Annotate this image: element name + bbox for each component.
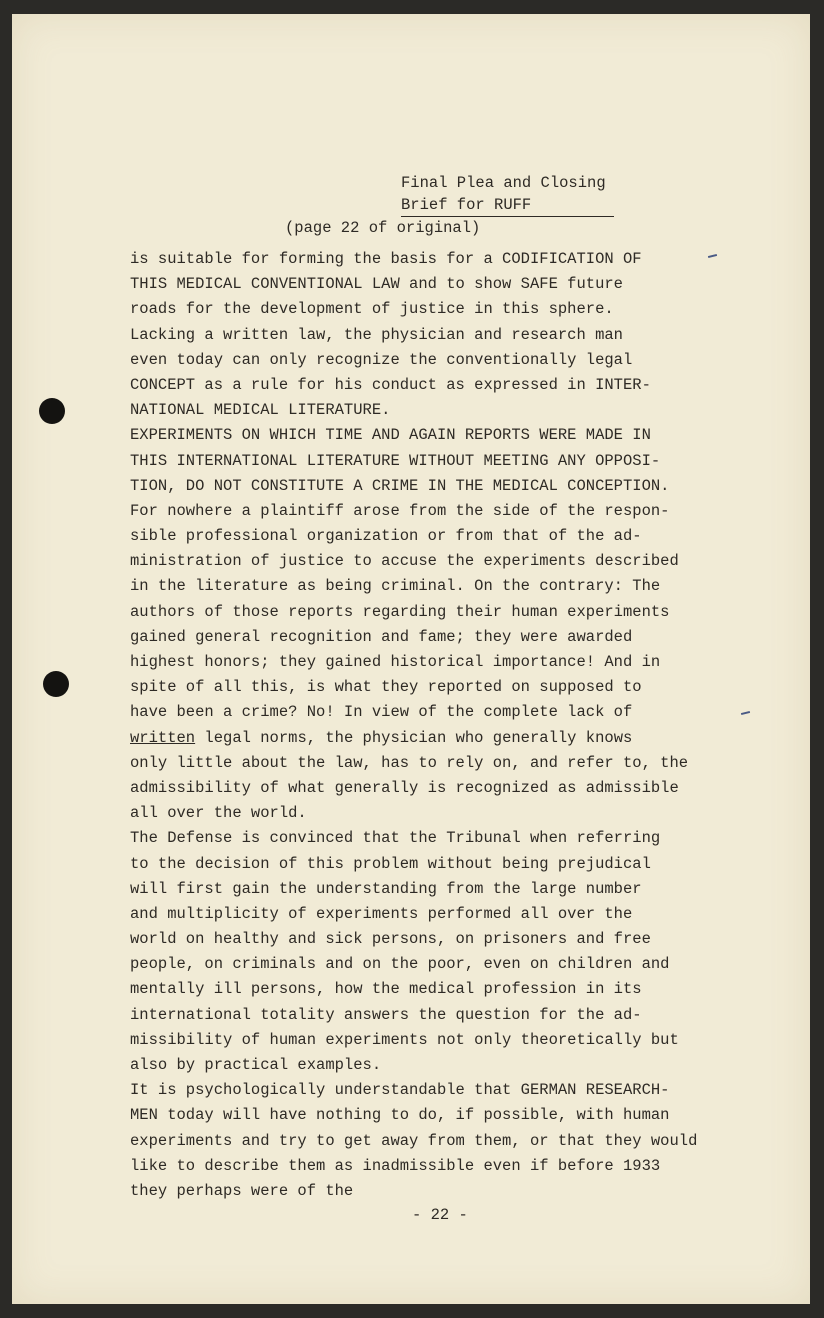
- body-line: all over the world.: [130, 804, 307, 823]
- body-line: in the literature as being criminal. On the contrary: The: [130, 577, 661, 596]
- header-subtitle: Brief for RUFF: [401, 194, 614, 217]
- body-line: people, on criminals and on the poor, even on children and: [130, 955, 670, 974]
- body-line: [130, 726, 770, 751]
- body-line: like to describe them as inadmissible even if before 1933: [130, 1156, 661, 1175]
- punch-hole: [43, 671, 69, 697]
- body-line: only little about the law, has to rely on, and refer to, the: [130, 753, 689, 772]
- body-text: [130, 247, 770, 1204]
- body-line: and multiplicity of experiments performed all over the: [130, 904, 633, 923]
- body-line: they perhaps were of the: [130, 1181, 354, 1200]
- punch-hole: [39, 398, 65, 424]
- body-line: CONCEPT as a rule for his conduct as expressed in INTER-: [130, 375, 651, 394]
- body-line: gained general recognition and fame; they were awarded: [130, 627, 633, 646]
- body-line: THIS INTERNATIONAL LITERATURE WITHOUT MEETING ANY OPPOSI-: [130, 451, 661, 470]
- body-line: also by practical examples.: [130, 1056, 382, 1074]
- body-line: missibility of human experiments not only theoretically but: [130, 1030, 679, 1049]
- body-line: TION, DO NOT CONSTITUTE A CRIME IN THE MEDICAL CONCEPTION.: [130, 476, 670, 495]
- body-line: For nowhere a plaintiff arose from the side of the respon-: [130, 501, 670, 520]
- body-line: admissibility of what generally is recognized as admissible: [130, 778, 679, 797]
- body-line: The Defense is convinced that the Tribunal when referring: [130, 829, 661, 848]
- body-line: MEN today will have nothing to do, if possible, with human: [130, 1106, 670, 1125]
- body-line: Lacking a written law, the physician and research man: [130, 325, 623, 344]
- body-line: international totality answers the question for the ad-: [130, 1005, 642, 1024]
- body-line: to the decision of this problem without being prejudical: [130, 854, 651, 873]
- body-line: NATIONAL MEDICAL LITERATURE.: [130, 401, 391, 420]
- body-line: will first gain the understanding from the large number: [130, 879, 642, 898]
- line-remainder: legal norms, the physician who generally knows: [195, 728, 633, 747]
- body-line: even today can only recognize the conventionally legal: [130, 350, 633, 369]
- body-line: spite of all this, is what they reported on supposed to: [130, 678, 642, 697]
- body-line: mentally ill persons, how the medical profession in its: [130, 980, 642, 999]
- body-line: THIS MEDICAL CONVENTIONAL LAW and to show SAFE future: [130, 275, 623, 294]
- original-page-reference: (page 22 of original): [285, 219, 481, 237]
- underlined-word: written: [130, 728, 196, 747]
- body-line: authors of those reports regarding their human experiments: [130, 602, 670, 621]
- body-line: ministration of justice to accuse the experiments described: [130, 552, 679, 571]
- document-page: [12, 14, 810, 1304]
- document-header: [401, 172, 614, 217]
- body-line: is suitable for forming the basis for a CODIFICATION OF: [130, 250, 642, 268]
- body-line: sible professional organization or from that of the ad-: [130, 527, 642, 546]
- body-line: have been a crime? No! In view of the complete lack of: [130, 703, 633, 722]
- body-line: roads for the development of justice in this sphere.: [130, 300, 614, 319]
- body-line: highest honors; they gained historical importance! And in: [130, 653, 661, 671]
- body-line: world on healthy and sick persons, on prisoners and free: [130, 930, 651, 949]
- body-line: EXPERIMENTS ON WHICH TIME AND AGAIN REPORTS WERE MADE IN: [130, 426, 651, 445]
- body-line: It is psychologically understandable that GERMAN RESEARCH-: [130, 1081, 670, 1100]
- page-number: - 22 -: [412, 1206, 468, 1224]
- header-title: Final Plea and Closing: [401, 174, 606, 192]
- body-line: experiments and try to get away from them, or that they would: [130, 1131, 698, 1150]
